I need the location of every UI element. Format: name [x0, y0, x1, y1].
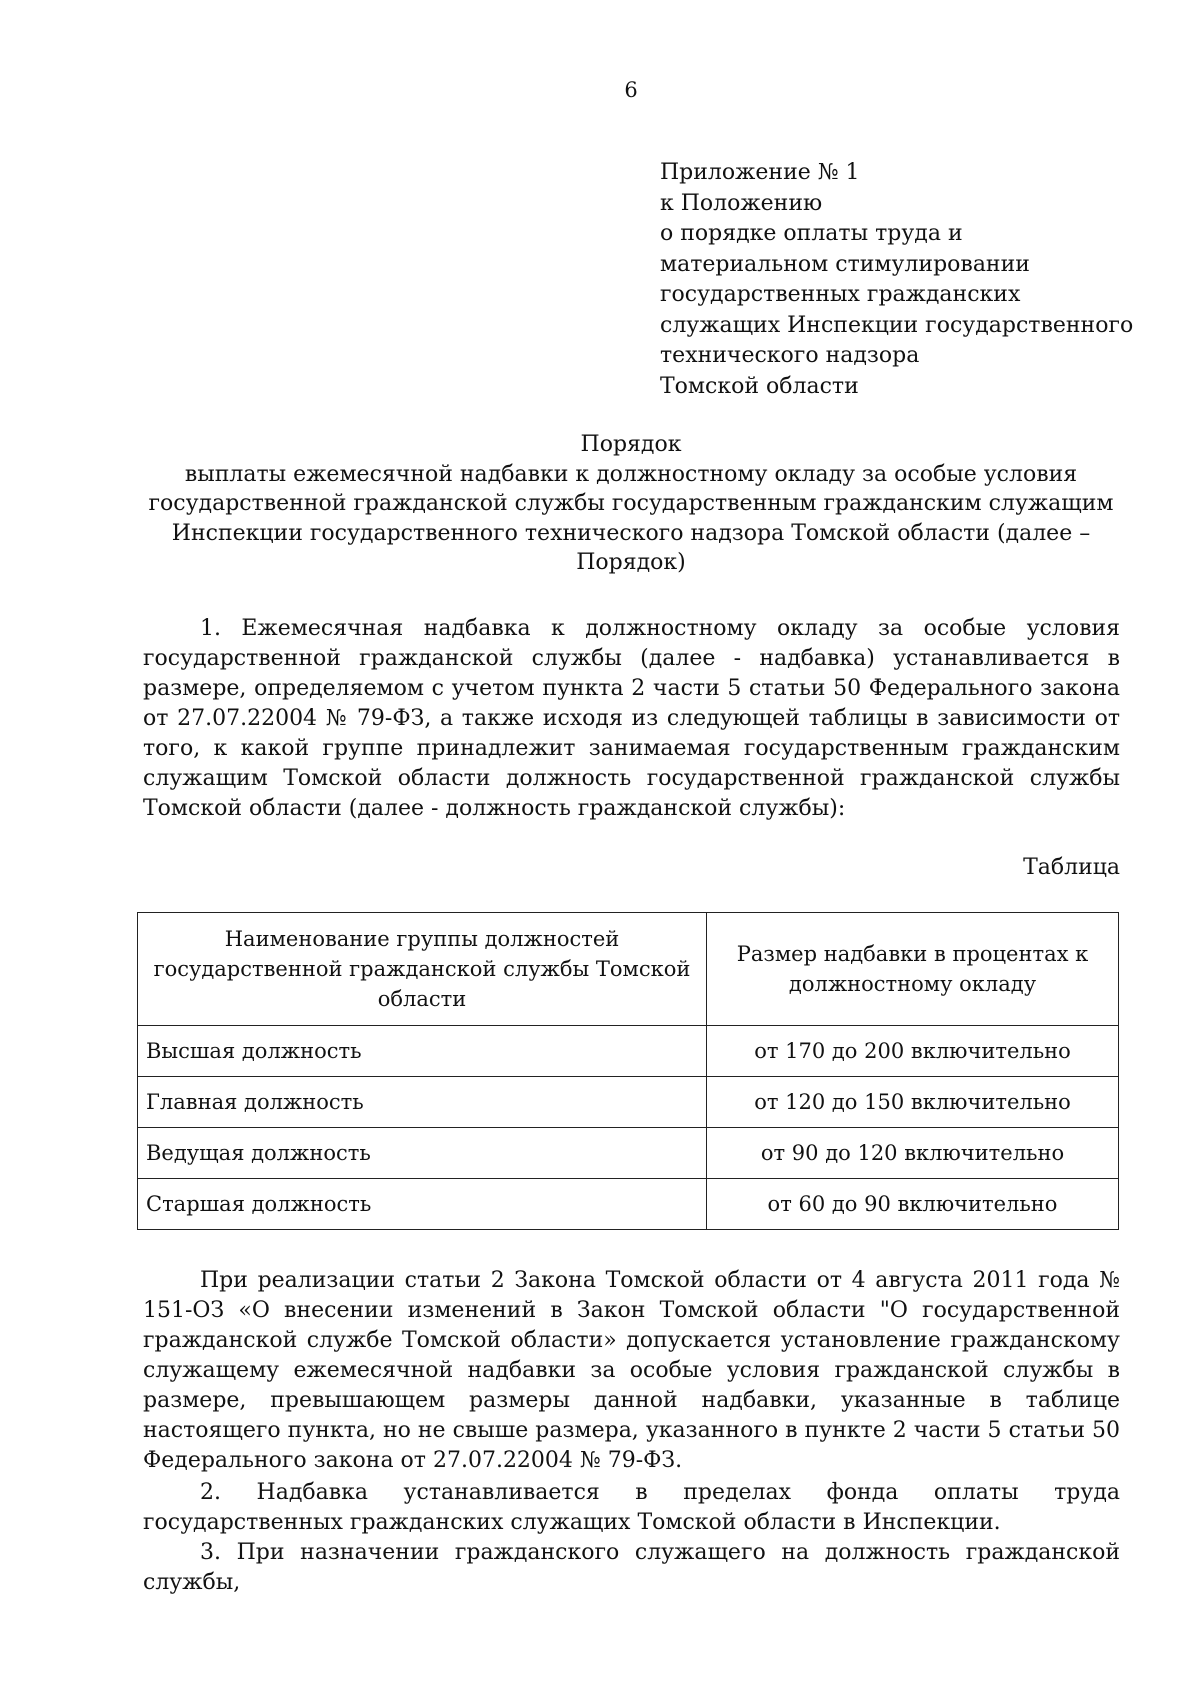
title-line: Инспекции государственного технического надзора Томской области (далее –: [171, 520, 1091, 546]
paragraph-2: При реализации статьи 2 Закона Томской области от 4 августа 2011 года № 151-ОЗ «О внесении изменений в Закон Томской области "О государственной гражданской службе Томской области» допускается установление гражданскому служащему ежемесячной надбавки за особые условия гражданской службы в размере, превышающем размеры данной надбавки, указанные в таблице настоящего пункта, но не свыше размера, указанного в пункте 2 части 5 статьи 50 Федерального закона от 27.07.22004 № 79-ФЗ.: [143, 1268, 1120, 1473]
position-group-cell: Ведущая должность: [138, 1128, 707, 1179]
table-row: [138, 1026, 1119, 1077]
appendix-line: материальном стимулировании: [660, 251, 1030, 277]
allowance-cell: от 90 до 120 включительно: [707, 1128, 1119, 1179]
paragraph-1: 1. Ежемесячная надбавка к должностному окладу за особые условия государственной гражданской службы (далее - надбавка) устанавливается в размере, определяемом с учетом пункта 2 части 5 статьи 50 Федерального закона от 27.07.22004 № 79-ФЗ, а также исходя из следующей таблицы в зависимости от того, к какой группе принадлежит занимаемая государственным гражданским служащим Томской области должность государственной гражданской службы Томской области (далее - должность гражданской службы):: [143, 616, 1120, 821]
allowance-cell: от 170 до 200 включительно: [707, 1026, 1119, 1077]
appendix-line: Томской области: [660, 373, 859, 399]
title-line: Порядок: [580, 432, 682, 457]
position-group-cell: Высшая должность: [138, 1026, 707, 1077]
allowance-cell: от 60 до 90 включительно: [707, 1179, 1119, 1230]
header-position-group: Наименование группы должностей государственной гражданской службы Томской области: [138, 913, 707, 1026]
appendix-line: государственных гражданских: [660, 282, 1021, 307]
position-group-cell: Главная должность: [138, 1077, 707, 1128]
allowance-cell: от 120 до 150 включительно: [707, 1077, 1119, 1128]
paragraph-3: 2. Надбавка устанавливается в пределах фонда оплаты труда государственных гражданских служащих Томской области в Инспекции.: [143, 1480, 1120, 1535]
paragraph-4: 3. При назначении гражданского служащего на должность гражданской службы,: [143, 1540, 1120, 1595]
document-title: [142, 430, 1120, 578]
appendix-line: служащих Инспекции государственного: [660, 312, 1134, 338]
appendix-line: Приложение № 1: [660, 160, 860, 185]
appendix-line: о порядке оплаты труда и: [660, 221, 963, 246]
title-line: Порядок): [576, 550, 686, 575]
appendix-line: к Положению: [660, 190, 823, 216]
table-caption: Таблица: [1023, 855, 1120, 880]
page-number: 6: [624, 78, 638, 102]
table-row: [138, 1179, 1119, 1230]
table-row: [138, 1128, 1119, 1179]
allowance-table: [137, 912, 1119, 1230]
appendix-line: технического надзора: [660, 343, 920, 368]
appendix-header: [660, 158, 1180, 402]
title-line: государственной гражданской службы государственным гражданским служащим: [148, 491, 1114, 516]
table-row: [138, 1077, 1119, 1128]
position-group-cell: Старшая должность: [138, 1179, 707, 1230]
header-allowance-size: Размер надбавки в процентах к должностному окладу: [707, 913, 1119, 1026]
title-line: выплаты ежемесячной надбавки к должностному окладу за особые условия: [184, 461, 1078, 487]
table-header-row: [138, 913, 1119, 1026]
